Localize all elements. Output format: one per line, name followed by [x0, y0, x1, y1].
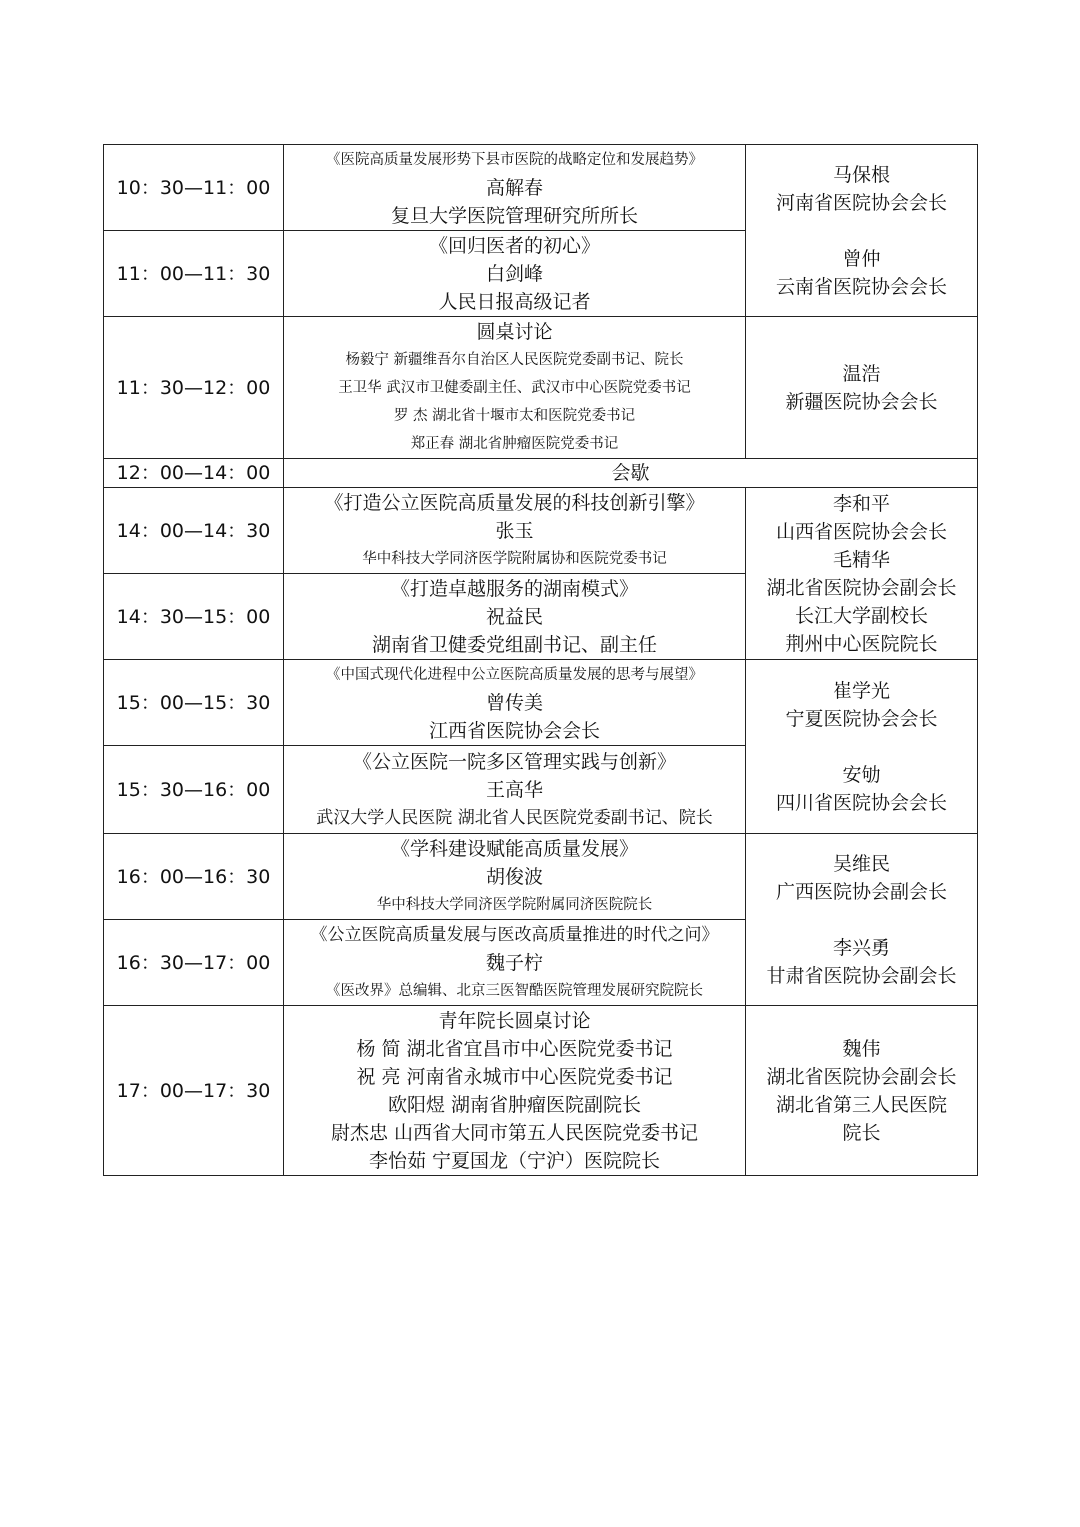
panelist: 尉杰忠 山西省大同市第五人民医院党委书记 [330, 1121, 699, 1144]
speaker-affiliation: 武汉大学人民医院 湖北省人民医院党委副书记、院长 [316, 807, 713, 828]
panelist: 郑正春 湖北省肿瘤医院党委书记 [410, 435, 619, 452]
table-row [104, 317, 978, 459]
session-cell [284, 145, 746, 231]
host-name: 李兴勇 [832, 936, 890, 959]
speaker-affiliation: 华中科技大学同济医学院附属同济医院院长 [376, 896, 653, 913]
time-cell: 11：30—12：00 [104, 317, 284, 459]
session-title: 《打造公立医院高质量发展的科技创新引擎》 [324, 491, 705, 514]
speaker-name: 白剑峰 [485, 262, 543, 285]
panelist: 杨毅宁 新疆维吾尔自治区人民医院党委副书记、院长 [345, 351, 684, 368]
time-cell: 15：30—16：00 [104, 746, 284, 834]
host-title: 新疆医院协会会长 [785, 390, 938, 413]
host-name: 吴维民 [832, 852, 890, 875]
host-cell [746, 145, 978, 317]
host-title: 荆州中心医院院长 [785, 632, 938, 655]
speaker-affiliation: 《医改界》总编辑、北京三医智酷医院管理发展研究院院长 [326, 982, 703, 999]
session-title: 《打造卓越服务的湖南模式》 [390, 577, 638, 600]
host-name: 崔学光 [832, 679, 890, 702]
host-name: 魏伟 [842, 1037, 881, 1060]
host-title: 甘肃省医院协会副会长 [766, 964, 957, 987]
table-row [104, 488, 978, 574]
host-title: 河南省医院协会会长 [775, 191, 947, 214]
time-cell: 10：30—11：00 [104, 145, 284, 231]
host-title: 湖北省医院协会副会长 [766, 576, 957, 599]
break-cell: 会歇 [284, 459, 978, 488]
time-cell: 14：30—15：00 [104, 574, 284, 660]
session-title: 圆桌讨论 [476, 320, 553, 343]
host-name: 安劬 [842, 763, 881, 786]
session-title: 《医院高质量发展形势下县市医院的战略定位和发展趋势》 [326, 151, 703, 168]
panelist: 李怡茹 宁夏国龙（宁沪）医院院长 [368, 1149, 661, 1172]
session-title: 《公立医院一院多区管理实践与创新》 [352, 750, 676, 773]
session-title: 青年院长圆桌讨论 [438, 1009, 591, 1032]
host-title: 长江大学副校长 [794, 604, 928, 627]
host-title: 院长 [842, 1121, 881, 1144]
table-row [104, 145, 978, 231]
host-title: 宁夏医院协会会长 [785, 707, 938, 730]
host-title: 湖北省医院协会副会长 [766, 1065, 957, 1088]
session-cell [284, 920, 746, 1006]
host-name: 曾仲 [842, 247, 881, 270]
host-name: 温浩 [842, 362, 881, 385]
speaker-affiliation: 人民日报高级记者 [438, 290, 591, 313]
session-title: 《中国式现代化进程中公立医院高质量发展的思考与展望》 [326, 666, 703, 683]
time-cell: 15：00—15：30 [104, 660, 284, 746]
speaker-name: 高解春 [485, 176, 543, 199]
speaker-affiliation: 江西省医院协会会长 [428, 719, 600, 742]
host-cell [746, 660, 978, 834]
time-cell: 16：00—16：30 [104, 834, 284, 920]
host-cell [746, 834, 978, 1006]
speaker-name: 胡俊波 [485, 865, 543, 888]
host-title: 广西医院协会副会长 [775, 880, 947, 903]
panelist: 祝 亮 河南省永城市中心医院党委书记 [356, 1065, 673, 1088]
host-cell [746, 317, 978, 459]
speaker-name: 张玉 [495, 519, 534, 542]
speaker-name: 王高华 [485, 778, 543, 801]
speaker-affiliation: 复旦大学医院管理研究所所长 [390, 204, 638, 227]
host-name: 毛精华 [832, 548, 890, 571]
panel-cell [284, 317, 746, 459]
speaker-name: 曾传美 [485, 691, 543, 714]
speaker-affiliation: 华中科技大学同济医学院附属协和医院党委书记 [362, 550, 667, 567]
table-row [104, 1006, 978, 1176]
host-cell [746, 1006, 978, 1176]
session-cell [284, 488, 746, 574]
table-row [104, 660, 978, 746]
session-title: 《公立医院高质量发展与医改高质量推进的时代之问》 [310, 924, 719, 945]
time-cell: 16：30—17：00 [104, 920, 284, 1006]
host-title: 湖北省第三人民医院 [775, 1093, 947, 1116]
time-cell: 17：00—17：30 [104, 1006, 284, 1176]
schedule-table [103, 144, 978, 1176]
host-cell [746, 488, 978, 660]
session-cell [284, 231, 746, 317]
panelist: 杨 简 湖北省宜昌市中心医院党委书记 [356, 1037, 673, 1060]
speaker-name: 魏子柠 [485, 951, 543, 974]
session-cell [284, 746, 746, 834]
host-name: 李和平 [832, 492, 890, 515]
session-cell [284, 574, 746, 660]
host-name: 马保根 [832, 163, 890, 186]
session-cell [284, 834, 746, 920]
host-title: 云南省医院协会会长 [775, 275, 947, 298]
host-title: 山西省医院协会会长 [775, 520, 947, 543]
table-row [104, 834, 978, 920]
panelist: 罗 杰 湖北省十堰市太和医院党委书记 [393, 407, 636, 424]
panelist: 欧阳煜 湖南省肿瘤医院副院长 [387, 1093, 642, 1116]
session-title: 《回归医者的初心》 [428, 234, 600, 257]
speaker-affiliation: 湖南省卫健委党组副书记、副主任 [371, 633, 657, 656]
panelist: 王卫华 武汉市卫健委副主任、武汉市中心医院党委书记 [338, 379, 691, 396]
time-cell: 14：00—14：30 [104, 488, 284, 574]
host-title: 四川省医院协会会长 [775, 791, 947, 814]
panel-cell [284, 1006, 746, 1176]
table-row [104, 459, 978, 488]
time-cell: 11：00—11：30 [104, 231, 284, 317]
time-cell: 12：00—14：00 [104, 459, 284, 488]
speaker-name: 祝益民 [485, 605, 543, 628]
session-cell [284, 660, 746, 746]
session-title: 《学科建设赋能高质量发展》 [390, 837, 638, 860]
